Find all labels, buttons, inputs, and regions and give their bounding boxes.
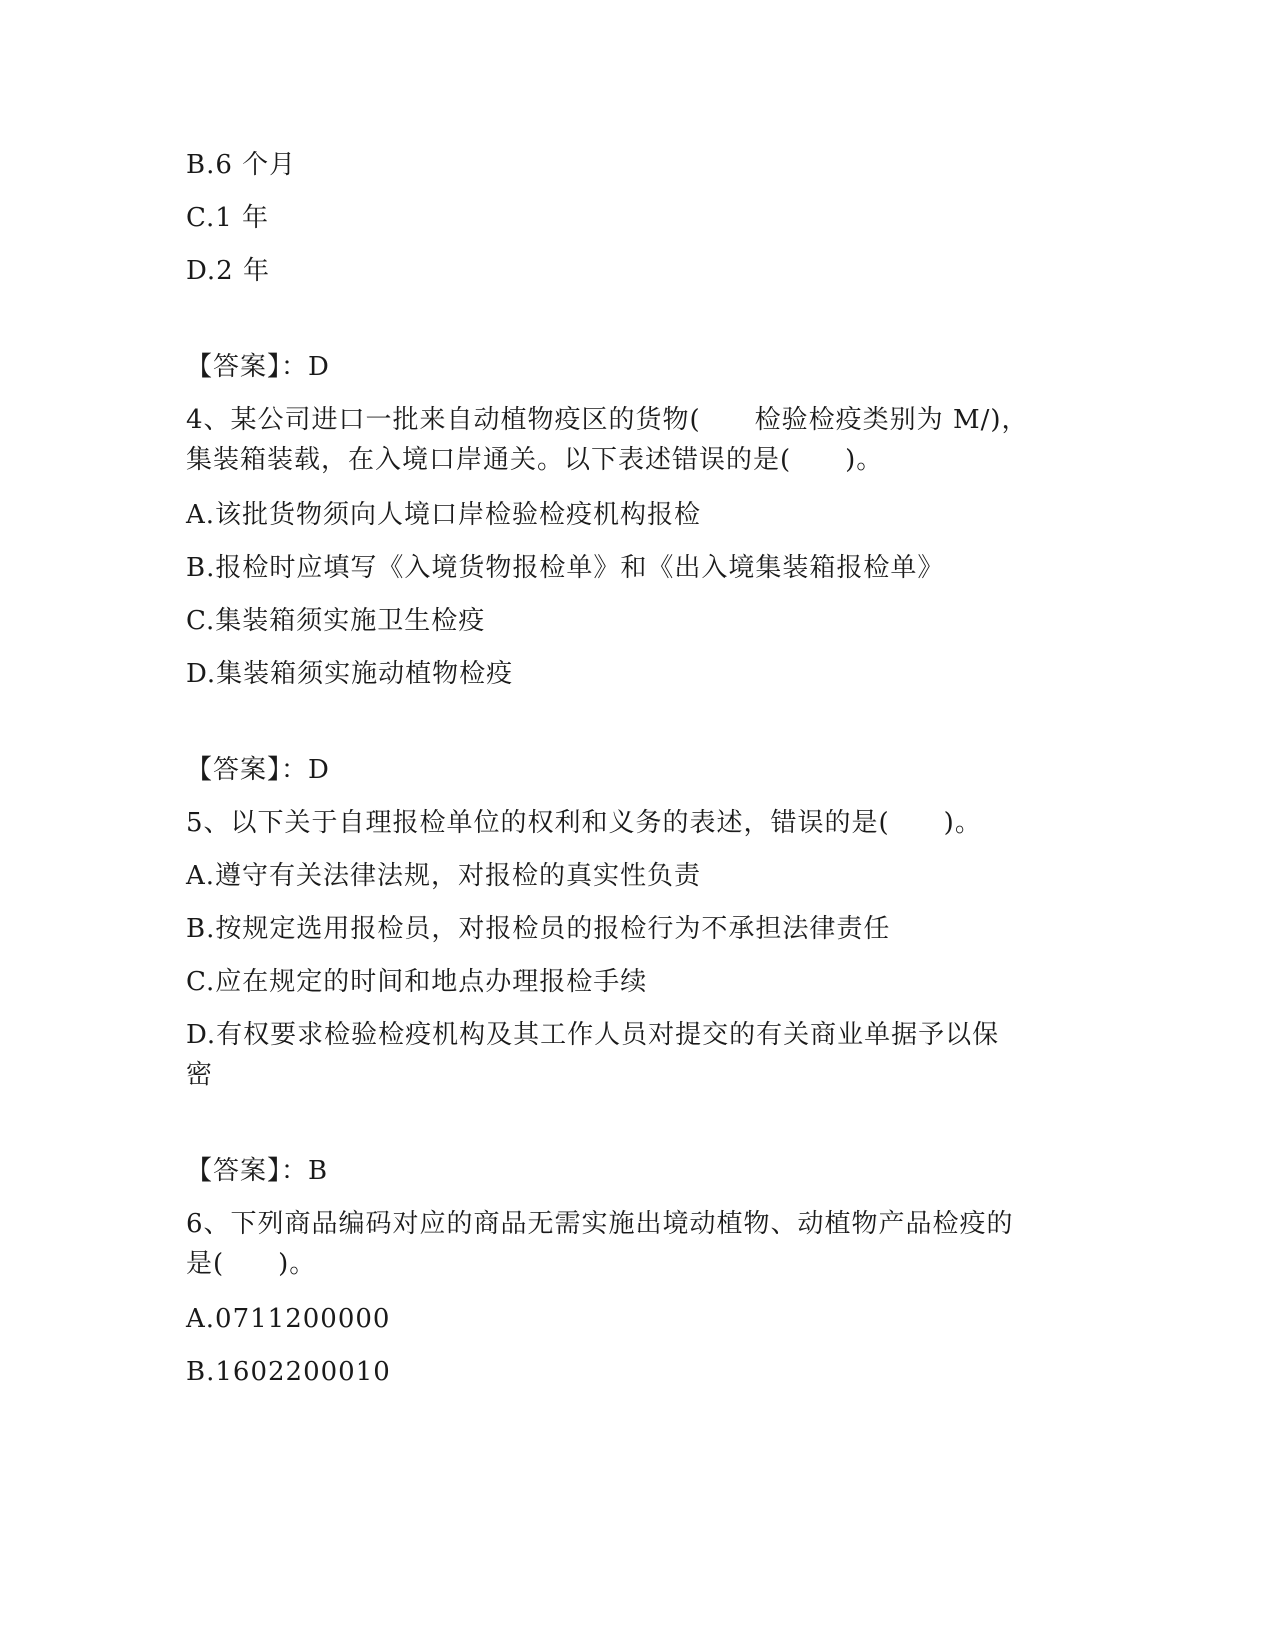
question-stem-cont: 集装箱装载，在入境口岸通关。以下表述错误的是( )。 [186, 445, 884, 475]
option-d: D.集装箱须实施动植物检疫 [186, 659, 514, 689]
option-a: A.遵守有关法律法规，对报检的真实性负责 [186, 861, 702, 891]
question-stem: 5、以下关于自理报检单位的权利和义务的表述，错误的是( )。 [186, 808, 982, 838]
option-c: C.集装箱须实施卫生检疫 [186, 606, 486, 636]
option-c: C.1 年 [186, 203, 270, 233]
option-b: B.按规定选用报检员，对报检员的报检行为不承担法律责任 [186, 914, 891, 944]
option-a: A.该批货物须向人境口岸检验检疫机构报检 [186, 500, 702, 530]
question-stem-cont: 是( )。 [186, 1249, 317, 1279]
option-d: D.有权要求检验检疫机构及其工作人员对提交的有关商业单据予以保 [186, 1020, 1000, 1050]
option-b: B.报检时应填写《入境货物报检单》和《出入境集装箱报检单》 [186, 553, 945, 583]
option-c: C.应在规定的时间和地点办理报检手续 [186, 967, 648, 997]
option-b: B.1602200010 [186, 1357, 391, 1387]
option-d: D.2 年 [186, 256, 270, 286]
option-b: B.6 个月 [186, 150, 297, 180]
question-stem: 4、某公司进口一批来自动植物疫区的货物( 检验检疫类别为 M/)， [186, 405, 1029, 435]
question-stem: 6、下列商品编码对应的商品无需实施出境动植物、动植物产品检疫的 [186, 1209, 1014, 1239]
option-d-cont: 密 [186, 1060, 214, 1090]
option-a: A.0711200000 [186, 1304, 391, 1334]
answer: 【答案】：B [186, 1156, 329, 1186]
answer: 【答案】：D [186, 755, 330, 785]
answer: 【答案】：D [186, 352, 330, 382]
